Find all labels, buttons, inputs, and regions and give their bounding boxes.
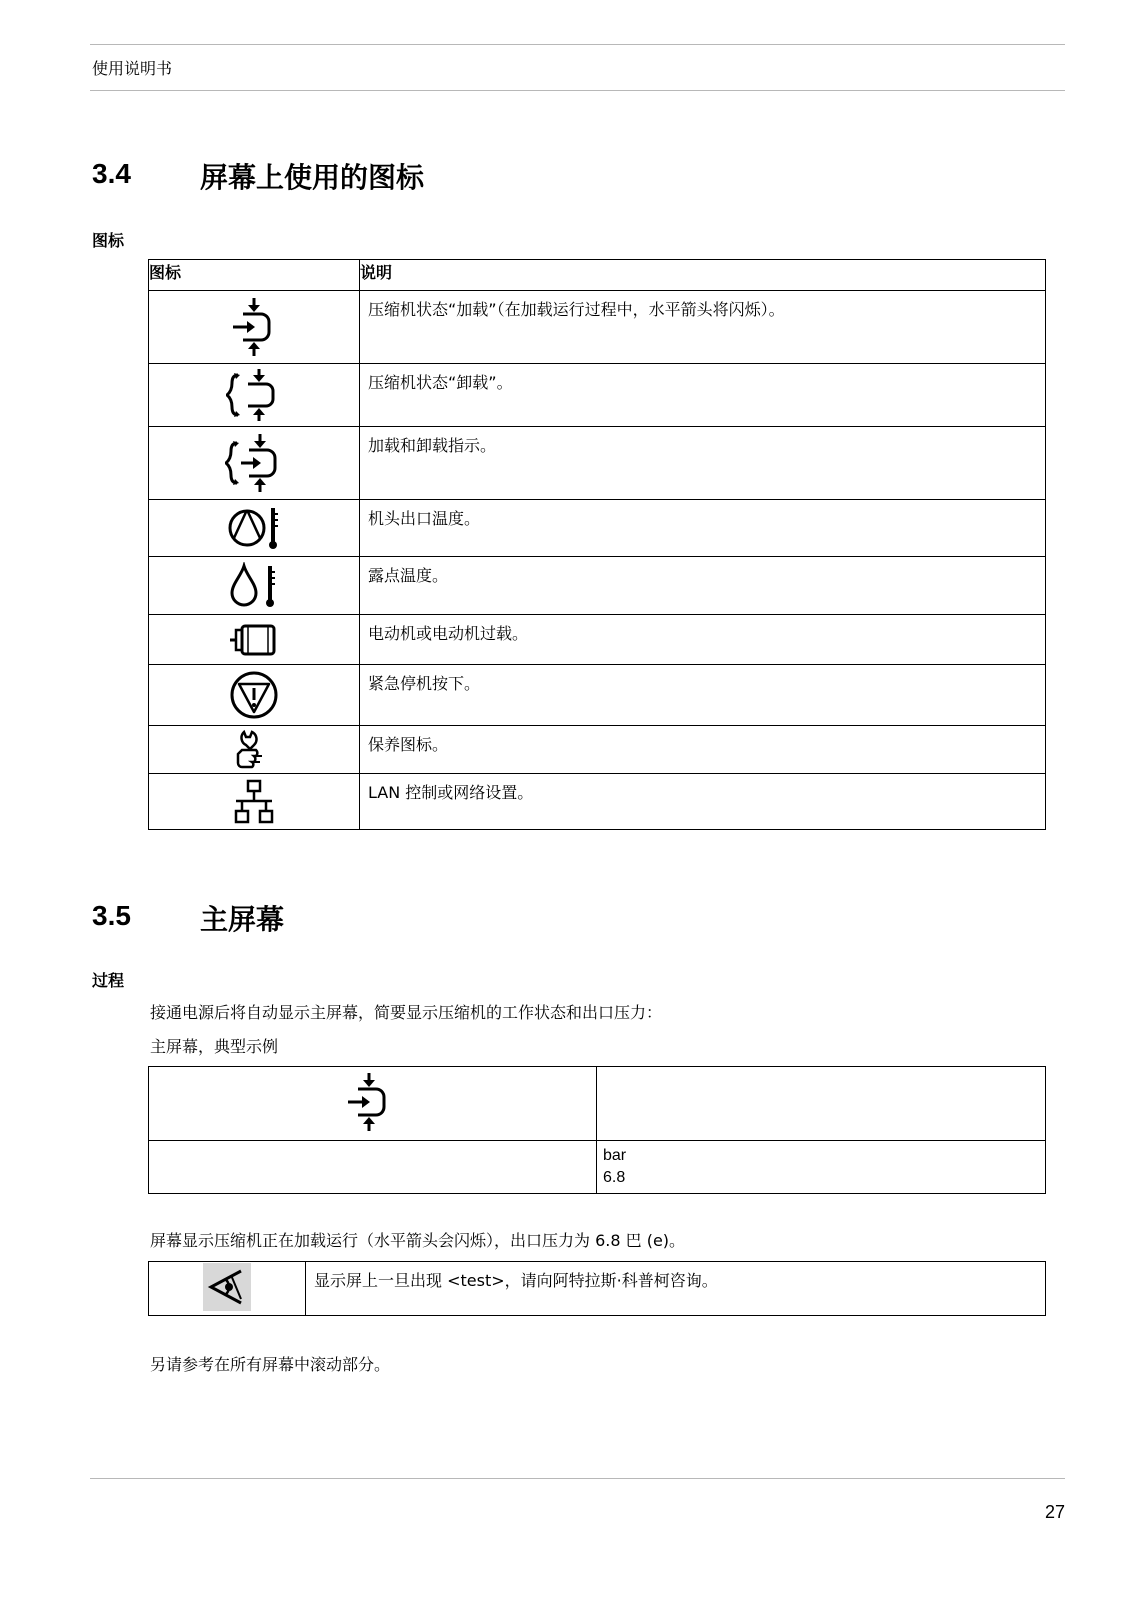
row-desc: 加载和卸载指示。 <box>360 427 1046 500</box>
main-screen-blank-cell <box>597 1067 1046 1141</box>
row-desc: 紧急停机按下。 <box>360 665 1046 726</box>
section-number: 3.5 <box>92 900 131 931</box>
table-row <box>149 364 1046 427</box>
main-screen-row-top <box>149 1067 1046 1141</box>
section-title: 主屏幕 <box>200 903 285 936</box>
table-row <box>149 500 1046 557</box>
main-screen-blank-cell <box>149 1141 597 1194</box>
row-desc: 电动机或电动机过载。 <box>360 615 1046 665</box>
table-row <box>149 291 1046 364</box>
note-text: 显示屏上一旦出现 <test>，请向阿特拉斯·科普柯咨询。 <box>306 1262 1046 1316</box>
table-row <box>149 615 1046 665</box>
section-title: 屏幕上使用的图标 <box>200 161 425 194</box>
row-desc: 露点温度。 <box>360 557 1046 615</box>
main-screen-caption: 主屏幕，典型示例 <box>150 1037 279 1056</box>
table-row <box>149 557 1046 615</box>
compressor-load-icon <box>229 295 279 359</box>
table-row <box>149 427 1046 500</box>
see-also-text: 另请参考在所有屏幕中滚动部分。 <box>150 1355 391 1374</box>
table-row <box>149 726 1046 774</box>
icon-table-header <box>149 260 1046 291</box>
main-screen-row-bottom <box>149 1141 1046 1194</box>
subheading-icons: 图标 <box>92 231 125 250</box>
subheading-procedure: 过程 <box>92 971 125 990</box>
pressure-unit: bar <box>603 1147 627 1164</box>
compressor-load-icon <box>344 1070 394 1134</box>
running-header: 使用说明书 <box>92 59 173 78</box>
page-number: 27 <box>1044 1502 1065 1522</box>
col-header-desc: 说明 <box>360 260 1046 291</box>
explain-text: 屏幕显示压缩机正在加载运行（水平箭头会闪烁），出口压力为 6.8 巴 (e)。 <box>150 1231 686 1250</box>
icon-table <box>148 259 1046 830</box>
pressure-value: 6.8 <box>603 1169 626 1186</box>
compressor-unload-icon <box>226 367 282 423</box>
load-unload-indication-icon <box>225 431 283 495</box>
footer-rule <box>90 1478 1065 1479</box>
main-screen-example <box>148 1066 1046 1194</box>
element-outlet-temperature-icon <box>226 504 282 552</box>
table-row <box>149 774 1046 830</box>
col-header-icon: 图标 <box>149 260 360 291</box>
motor-icon <box>228 622 280 658</box>
lan-network-icon <box>232 778 276 826</box>
row-desc: 机头出口温度。 <box>360 500 1046 557</box>
section-number: 3.4 <box>92 158 131 189</box>
header-bottom-rule <box>90 90 1065 91</box>
service-icon <box>234 728 274 772</box>
eye-note-icon <box>203 1263 251 1311</box>
note-row <box>149 1262 1046 1316</box>
intro-text: 接通电源后将自动显示主屏幕，简要显示压缩机的工作状态和出口压力： <box>150 1003 663 1022</box>
note-table <box>148 1261 1046 1316</box>
header-top-rule <box>90 44 1065 45</box>
row-desc: 压缩机状态“卸载”。 <box>360 364 1046 427</box>
dew-point-temperature-icon <box>229 562 279 610</box>
row-desc: LAN 控制或网络设置。 <box>360 774 1046 830</box>
emergency-stop-icon <box>229 670 279 720</box>
row-desc: 保养图标。 <box>360 726 1046 774</box>
table-row <box>149 665 1046 726</box>
row-desc: 压缩机状态“加载”（在加载运行过程中，水平箭头将闪烁）。 <box>360 291 1046 364</box>
